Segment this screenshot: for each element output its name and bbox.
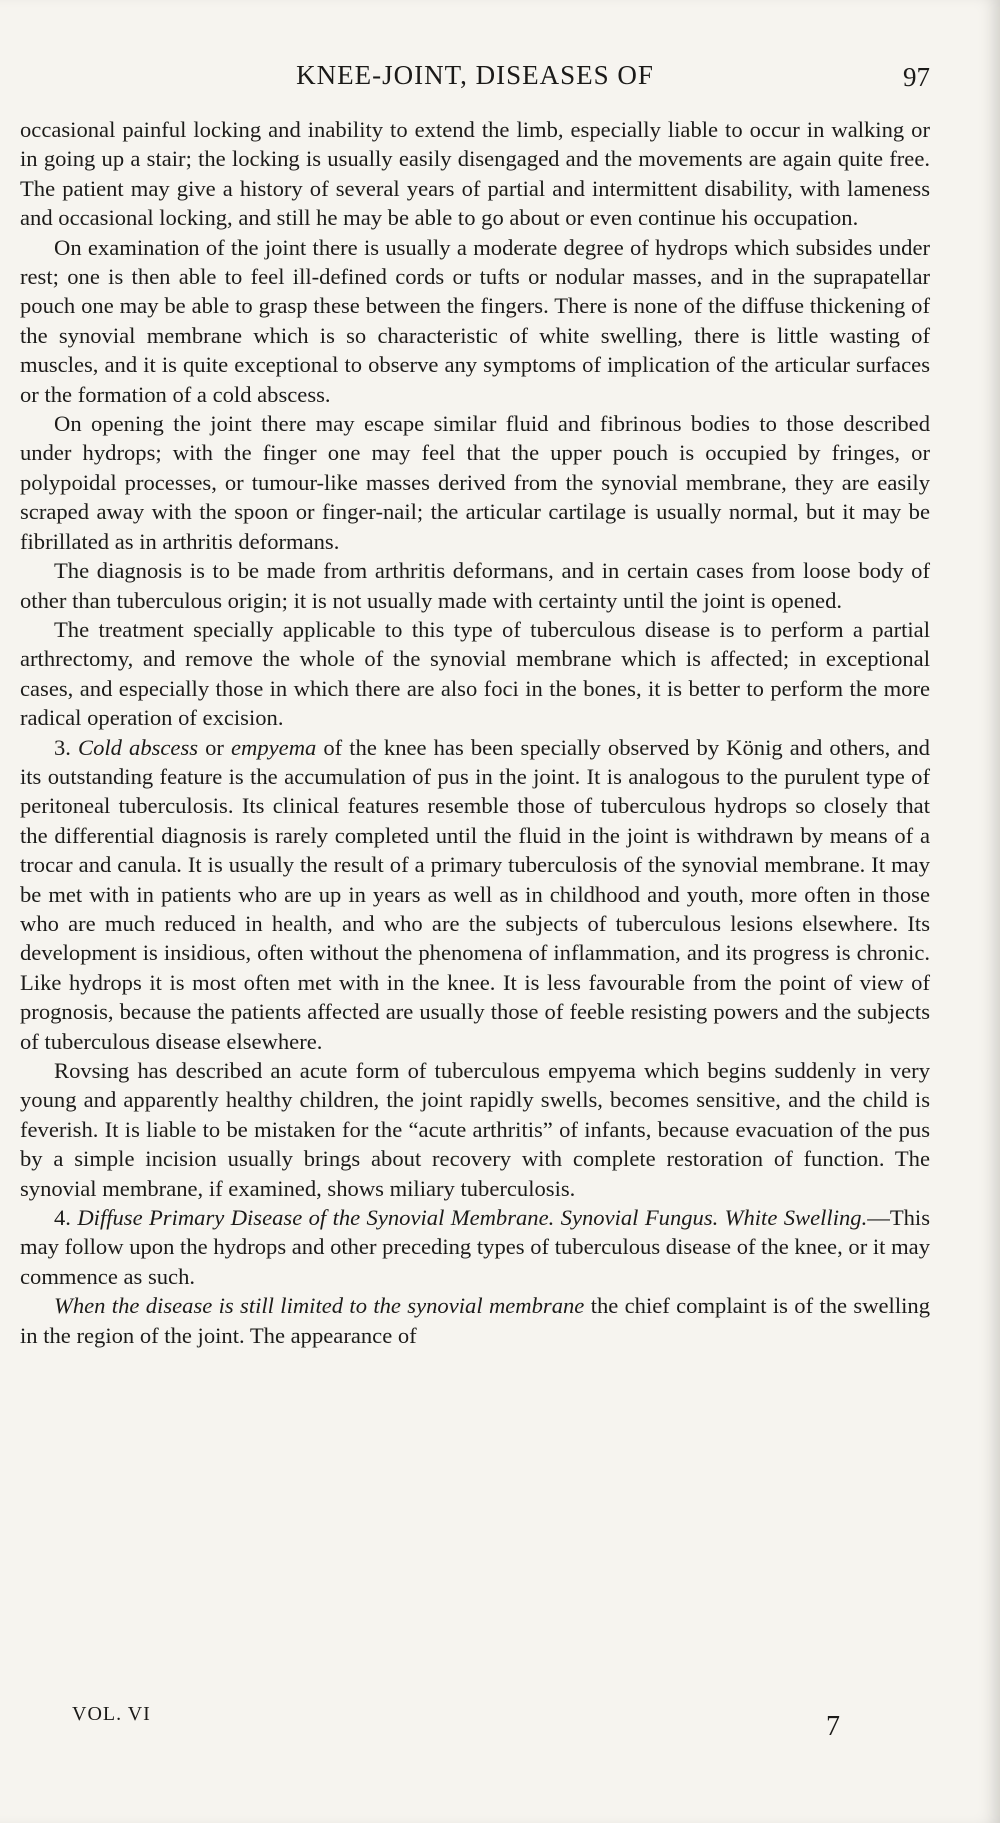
term-cold-abscess: Cold abscess (78, 734, 199, 760)
page-header (20, 60, 930, 100)
body-text (20, 115, 930, 1350)
paragraph-text: The diagnosis is to be made from arthritis deformans, and in certain cases from loose body of other than tuberculous origin; it is not usually made with certainty until the joint is opened. (20, 558, 930, 613)
paragraph-text: of the knee has been specially observed by König and others, and its outstanding feature is the accumulation of pus in the joint. It is analogous to the purulent type of peritoneal tuberculosis. Its clinical features resemble those of tuberculous hydrops so closely that the differential diagnosis is rarely completed until the fluid in the joint is withdrawn by means of a trocar and canula. It is usually the result of a primary tuberculosis of the synovial membrane. It may be met with in patients who are up in years as well as in childhood and youth, more often in those who are much reduced in health, and who are the subjects of tuberculous lesions elsewhere. Its development is insidious, often without the phenomena of inflammation, and its progress is chronic. Like hydrops it is most often met with in the knee. It is less favourable from the point of view of prognosis, because the patients affected are usually those of feeble resisting powers and the subjects of tuberculous disease elsewhere. (20, 734, 930, 1054)
paragraph-text: the chief complaint is of the swelling in the region of the joint. The appearance of (20, 1293, 930, 1348)
paragraph (20, 556, 930, 615)
connective: or (205, 734, 224, 760)
section-number: 4. (54, 1205, 71, 1231)
paragraph (20, 233, 930, 409)
paragraph-text: occasional painful locking and inability to extend the limb, especially liable to occur in walking or in going up a stair; the locking is usually easily disengaged and the movements are again quite free. The patient may give a history of several years of partial and intermittent disability, with lameness and occasional locking, and still he may be able to go about or even continue his occupation. (20, 117, 930, 231)
section-heading: Diffuse Primary Disease of the Synovial Membrane. Synovial Fungus. White Swelling. (77, 1205, 868, 1231)
paragraph (20, 409, 930, 556)
paragraph-text: On examination of the joint there is usually a moderate degree of hydrops which subsides under rest; one is then able to feel ill-defined cords or tufts or nodular masses, and in the suprapatellar pouch one may be able to grasp these between the fingers. There is none of the diffuse thickening of the synovial membrane which is so characteristic of white swelling, there is little wasting of muscles, and it is quite exceptional to observe any symptoms of implication of the articular surfaces or the formation of a cold abscess. (20, 234, 930, 407)
paragraph-text: Rovsing has described an acute form of tuberculous empyema which begins suddenly in very young and apparently healthy children, the joint rapidly swells, becomes sensitive, and the child is feverish. It is liable to be mistaken for the “acute arthritis” of infants, because evacuation of the pus by a simple incision usually brings about recovery with complete restoration of function. The synovial membrane, if examined, shows miliary tuberculosis. (20, 1058, 930, 1201)
page-footer (72, 1703, 840, 1743)
section-number: 3. (54, 734, 71, 760)
page-number: 97 (903, 62, 930, 92)
paragraph-text: The treatment specially applicable to this type of tuberculous disease is to perform a partial arthrectomy, and remove the whole of the synovial membrane which is affected; in exceptional cases, and especially those in which there are also foci in the bones, it is better to perform the more radical operation of excision. (20, 616, 930, 731)
italic-lead: When the disease is still limited to the synovial membrane (54, 1293, 585, 1319)
paragraph-cold-abscess (20, 733, 930, 1056)
running-head: KNEE-JOINT, DISEASES OF (296, 60, 654, 90)
paragraph-synovial-fungus (20, 1203, 930, 1291)
paragraph (20, 615, 930, 733)
term-empyema: empyema (231, 734, 317, 760)
paragraph (20, 1291, 930, 1350)
volume-signature: VOL. VI (72, 1703, 151, 1725)
paragraph-text: On opening the joint there may escape similar fluid and fibrinous bodies to those described under hydrops; with the finger one may feel that the upper pouch is occupied by fringes, or polypoidal processes, or tumour-like masses derived from the synovial membrane, they are easily scraped away with the spoon or finger-nail; the articular cartilage is usually normal, but it may be fibrillated as in arthritis deformans. (20, 411, 930, 554)
paragraph (20, 1056, 930, 1203)
signature-mark: 7 (826, 1711, 840, 1742)
paragraph (20, 115, 930, 233)
paragraph-text: —This may follow upon the hydrops and other preceding types of tuberculous disease of the knee, or it may commence as such. (20, 1205, 930, 1289)
